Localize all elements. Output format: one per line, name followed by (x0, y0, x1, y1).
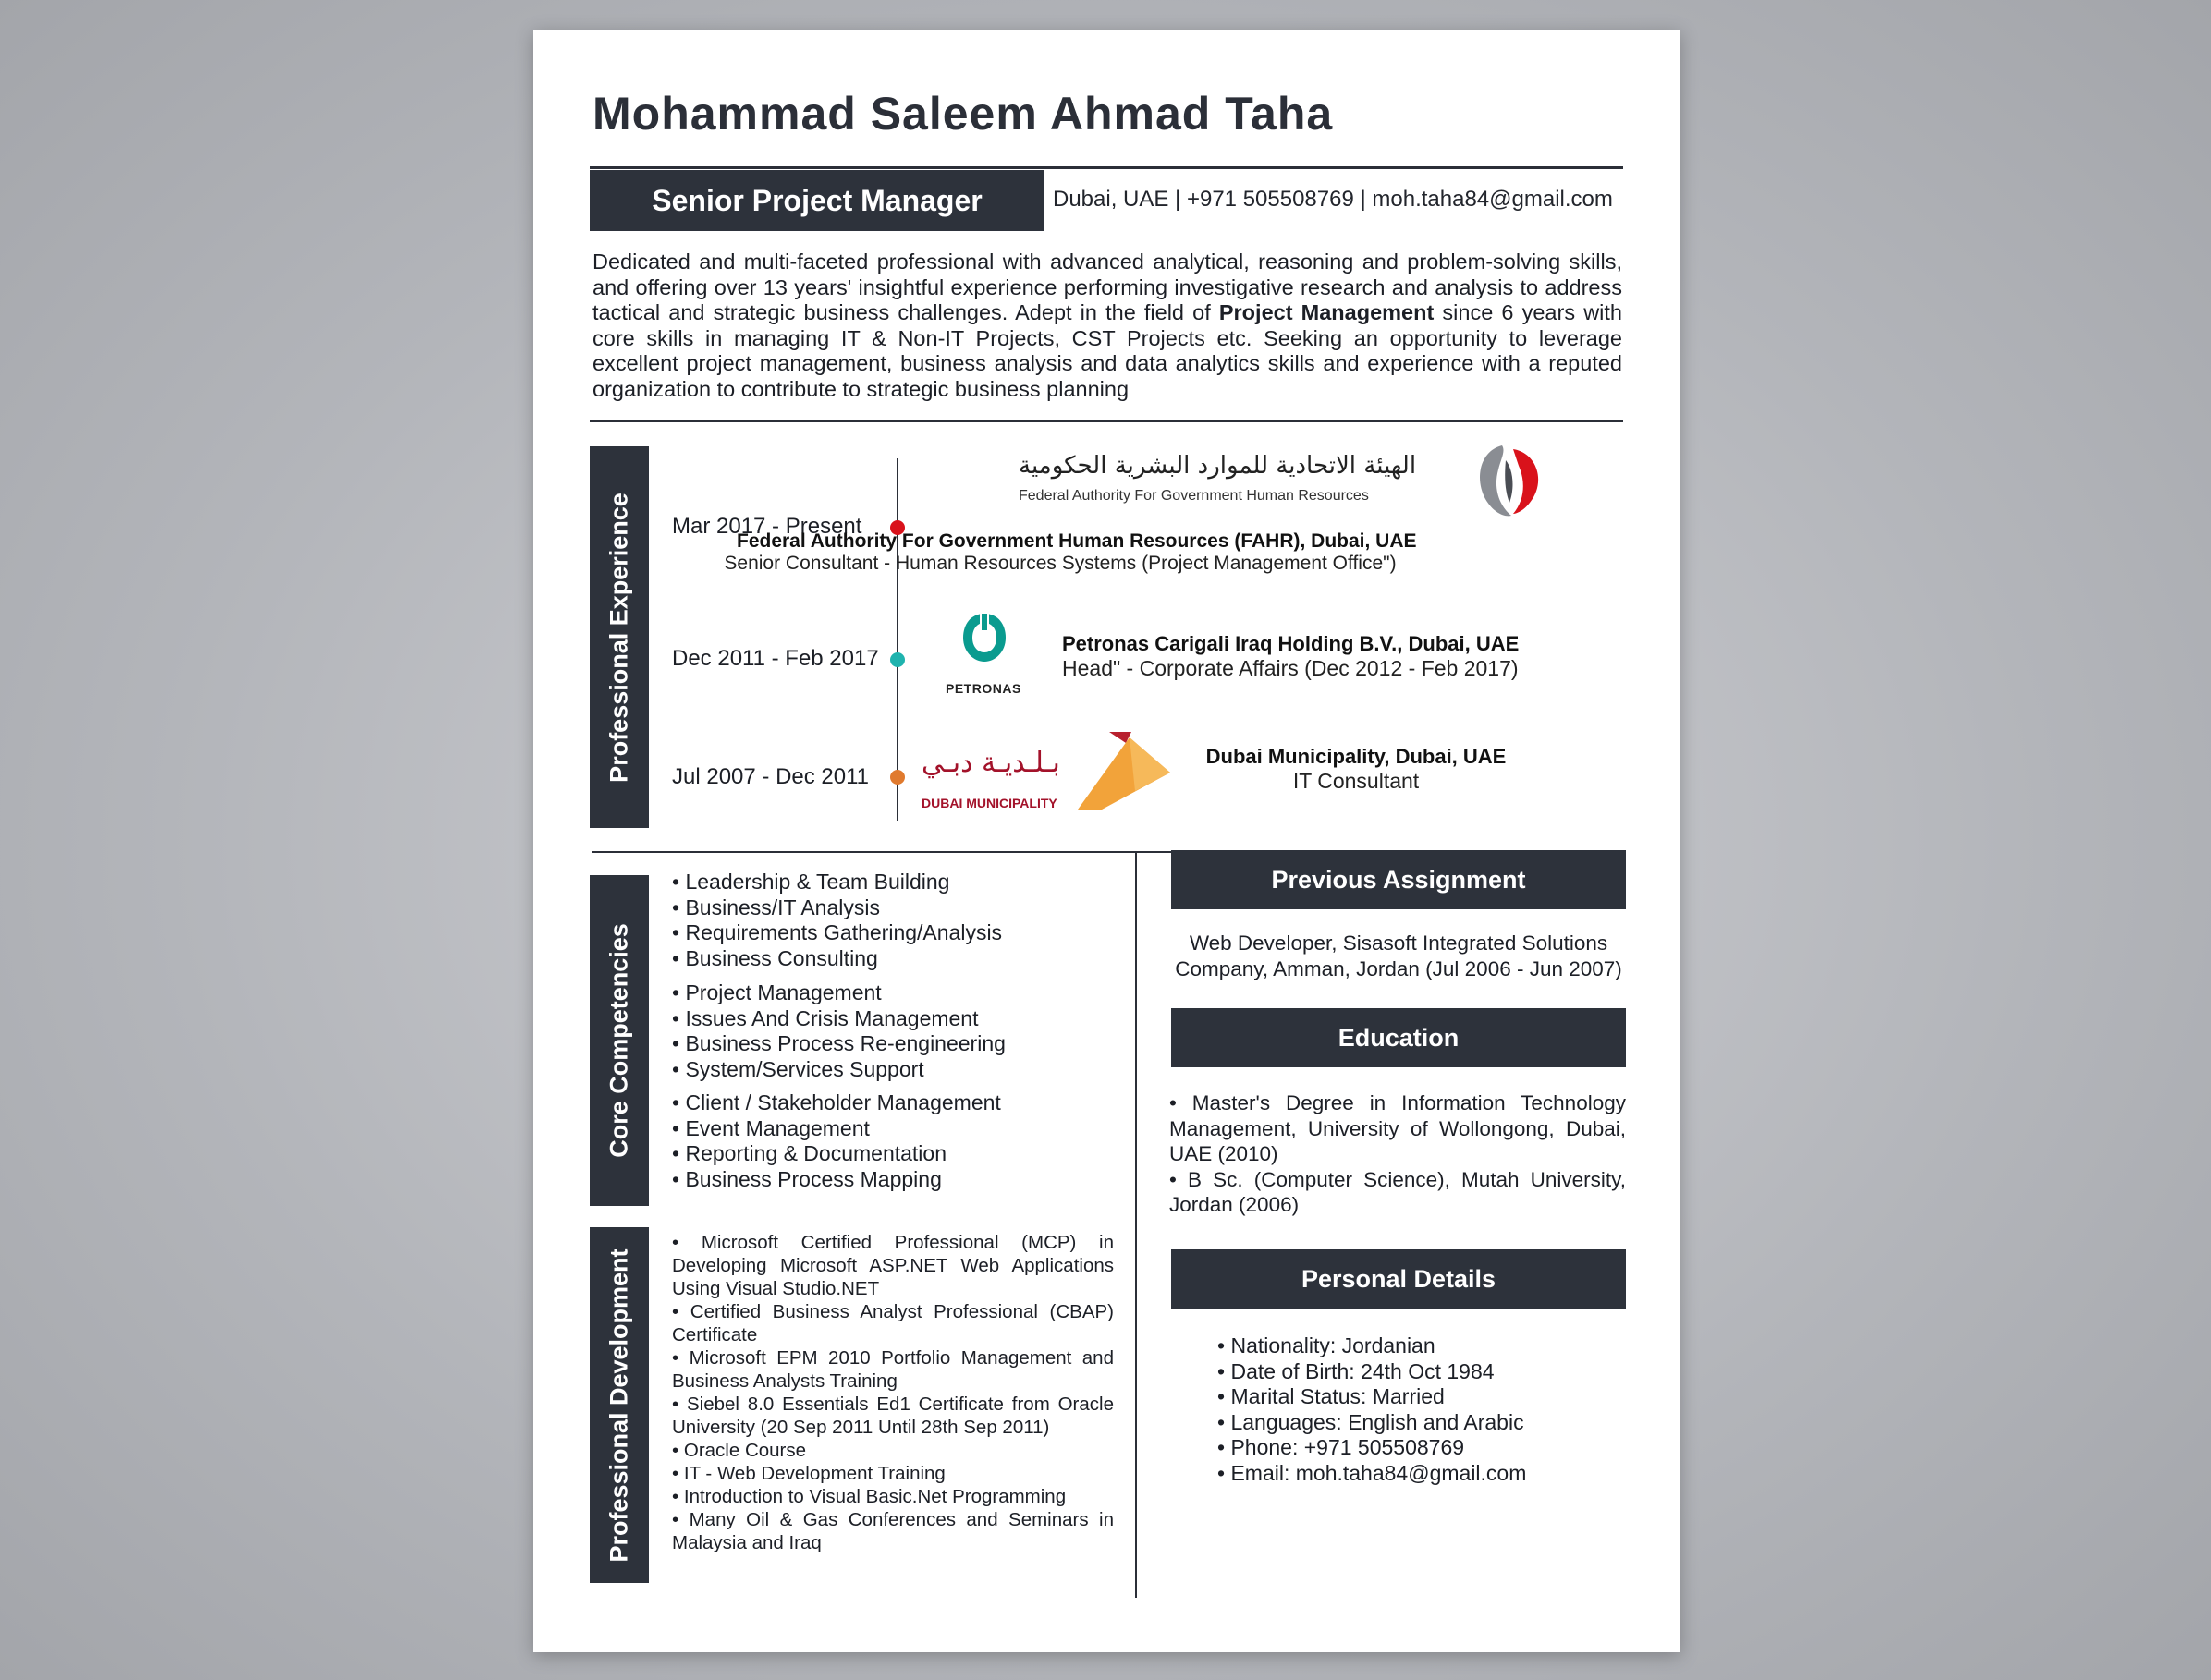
education-header (1171, 1008, 1626, 1067)
role-2: Head" - Corporate Affairs (Dec 2012 - Feb 2017) (1062, 656, 1519, 680)
experience-tab-label: Professional Experience (605, 492, 633, 783)
resume-page (533, 30, 1680, 1652)
summary-text-1: Dedicated and multi-faceted professional with advanced analytical, reasoning and problem-solving skills, and offering over 13 years' insightful experience performing investigative research and analysis to address tactical and strategic business challenges. Adept in the field of (592, 250, 1622, 324)
education-heading: Education (1338, 1023, 1460, 1052)
education-list (1169, 1090, 1626, 1218)
competencies-group-3 (672, 1090, 1001, 1192)
previous-assignment-header (1171, 850, 1626, 909)
dubai-municipality-logo-english: DUBAI MUNICIPALITY (922, 796, 1057, 810)
dubai-municipality-logo-icon (1074, 732, 1174, 813)
competency-item: • Client / Stakeholder Management (672, 1090, 1001, 1116)
experience-tab (590, 446, 649, 828)
competency-item: • Event Management (672, 1116, 1001, 1142)
personal-details-heading: Personal Details (1301, 1264, 1496, 1293)
summary-divider (590, 420, 1623, 422)
competencies-tab (590, 875, 649, 1206)
fahr-logo-icon (1472, 442, 1543, 519)
competency-item: • System/Services Support (672, 1057, 1006, 1083)
column-divider (1135, 852, 1137, 1598)
competency-item: • Leadership & Team Building (672, 870, 1002, 895)
experience-date-2: Dec 2011 - Feb 2017 (672, 646, 879, 671)
competencies-group-1 (672, 870, 1002, 971)
previous-assignment-text: Web Developer, Sisasoft Integrated Solutions Company, Amman, Jordan (Jul 2006 - Jun 2007) (1175, 931, 1622, 980)
development-item: • Siebel 8.0 Essentials Ed1 Certificate from Oracle University (20 Sep 2011 Until 28th Sep 2011) (672, 1393, 1114, 1439)
role-1: Senior Consultant - Human Resources Systems (Project Management Office") (724, 553, 1397, 574)
personal-details-header (1171, 1249, 1626, 1309)
development-tab (590, 1227, 649, 1583)
development-list (672, 1231, 1114, 1554)
competencies-tab-label: Core Competencies (605, 923, 633, 1158)
timeline-dot-2 (890, 652, 905, 667)
fahr-logo-english: Federal Authority For Government Human Resources (1019, 488, 1369, 504)
personal-details-list (1217, 1333, 1526, 1486)
timeline-line (897, 458, 898, 821)
job-title-bar (590, 170, 1044, 231)
development-item: • Many Oil & Gas Conferences and Seminars in Malaysia and Iraq (672, 1508, 1114, 1554)
competency-item: • Business Process Re-engineering (672, 1031, 1006, 1057)
profile-summary (592, 250, 1622, 402)
company-3: Dubai Municipality, Dubai, UAE (1205, 745, 1507, 768)
candidate-name: Mohammad Saleem Ahmad Taha (592, 88, 1334, 140)
personal-item: • Nationality: Jordanian (1217, 1333, 1526, 1359)
experience-date-1: Mar 2017 - Present (672, 514, 862, 539)
competency-item: • Reporting & Documentation (672, 1141, 1001, 1167)
header-rule (590, 166, 1623, 169)
summary-bold: Project Management (1218, 300, 1435, 324)
personal-item: • Phone: +971 505508769 (1217, 1435, 1526, 1461)
personal-item: • Email: moh.taha84@gmail.com (1217, 1461, 1526, 1487)
timeline-dot-3 (890, 770, 905, 785)
job-title: Senior Project Manager (652, 183, 983, 217)
company-1: Federal Authority For Government Human Resources (FAHR), Dubai, UAE (737, 530, 1417, 552)
development-tab-label: Professional Development (605, 1248, 633, 1563)
experience-date-3: Jul 2007 - Dec 2011 (672, 764, 870, 789)
development-item: • Microsoft Certified Professional (MCP) in Developing Microsoft ASP.NET Web Applications Using Visual Studio.NET (672, 1231, 1114, 1300)
personal-item: • Date of Birth: 24th Oct 1984 (1217, 1359, 1526, 1385)
summary-text-2: since 6 years with core skills in managing IT & Non-IT Projects, CST Projects etc. Seeking an opportunity to leverage excellent project management, business analysis and data analytics skills and experience with a reputed organization to contribute to strategic business planning (592, 300, 1622, 401)
competency-item: • Business/IT Analysis (672, 895, 1002, 921)
competency-item: • Business Consulting (672, 946, 1002, 972)
petronas-logo-text: PETRONAS (946, 681, 1021, 696)
education-item: • B Sc. (Computer Science), Mutah University, Jordan (2006) (1169, 1167, 1626, 1218)
development-item: • Microsoft EPM 2010 Portfolio Management and Business Analysts Training (672, 1346, 1114, 1393)
development-item: • IT - Web Development Training (672, 1462, 1114, 1485)
competency-item: • Issues And Crisis Management (672, 1006, 1006, 1032)
fahr-logo-arabic: الهيئة الاتحادية للموارد البشرية الحكومية (1019, 452, 1417, 480)
competency-item: • Requirements Gathering/Analysis (672, 920, 1002, 946)
competency-item: • Business Process Mapping (672, 1167, 1001, 1193)
company-2: Petronas Carigali Iraq Holding B.V., Dubai, UAE (1062, 632, 1520, 655)
dubai-municipality-logo-arabic: بـلـديـة دبـي (922, 747, 1060, 779)
education-item: • Master's Degree in Information Technology Management, University of Wollongong, Dubai, UAE (2010) (1169, 1090, 1626, 1167)
petronas-logo-icon (959, 612, 1009, 663)
personal-item: • Marital Status: Married (1217, 1384, 1526, 1410)
competency-item: • Project Management (672, 980, 1006, 1006)
competencies-group-2 (672, 980, 1006, 1082)
previous-assignment-heading: Previous Assignment (1271, 865, 1526, 894)
development-item: • Introduction to Visual Basic.Net Programming (672, 1485, 1114, 1508)
personal-item: • Languages: English and Arabic (1217, 1410, 1526, 1436)
contact-line: Dubai, UAE | +971 505508769 | moh.taha84@gmail.com (1053, 187, 1613, 212)
role-3: IT Consultant (1292, 769, 1420, 793)
development-item: • Oracle Course (672, 1439, 1114, 1462)
development-item: • Certified Business Analyst Professional (CBAP) Certificate (672, 1300, 1114, 1346)
